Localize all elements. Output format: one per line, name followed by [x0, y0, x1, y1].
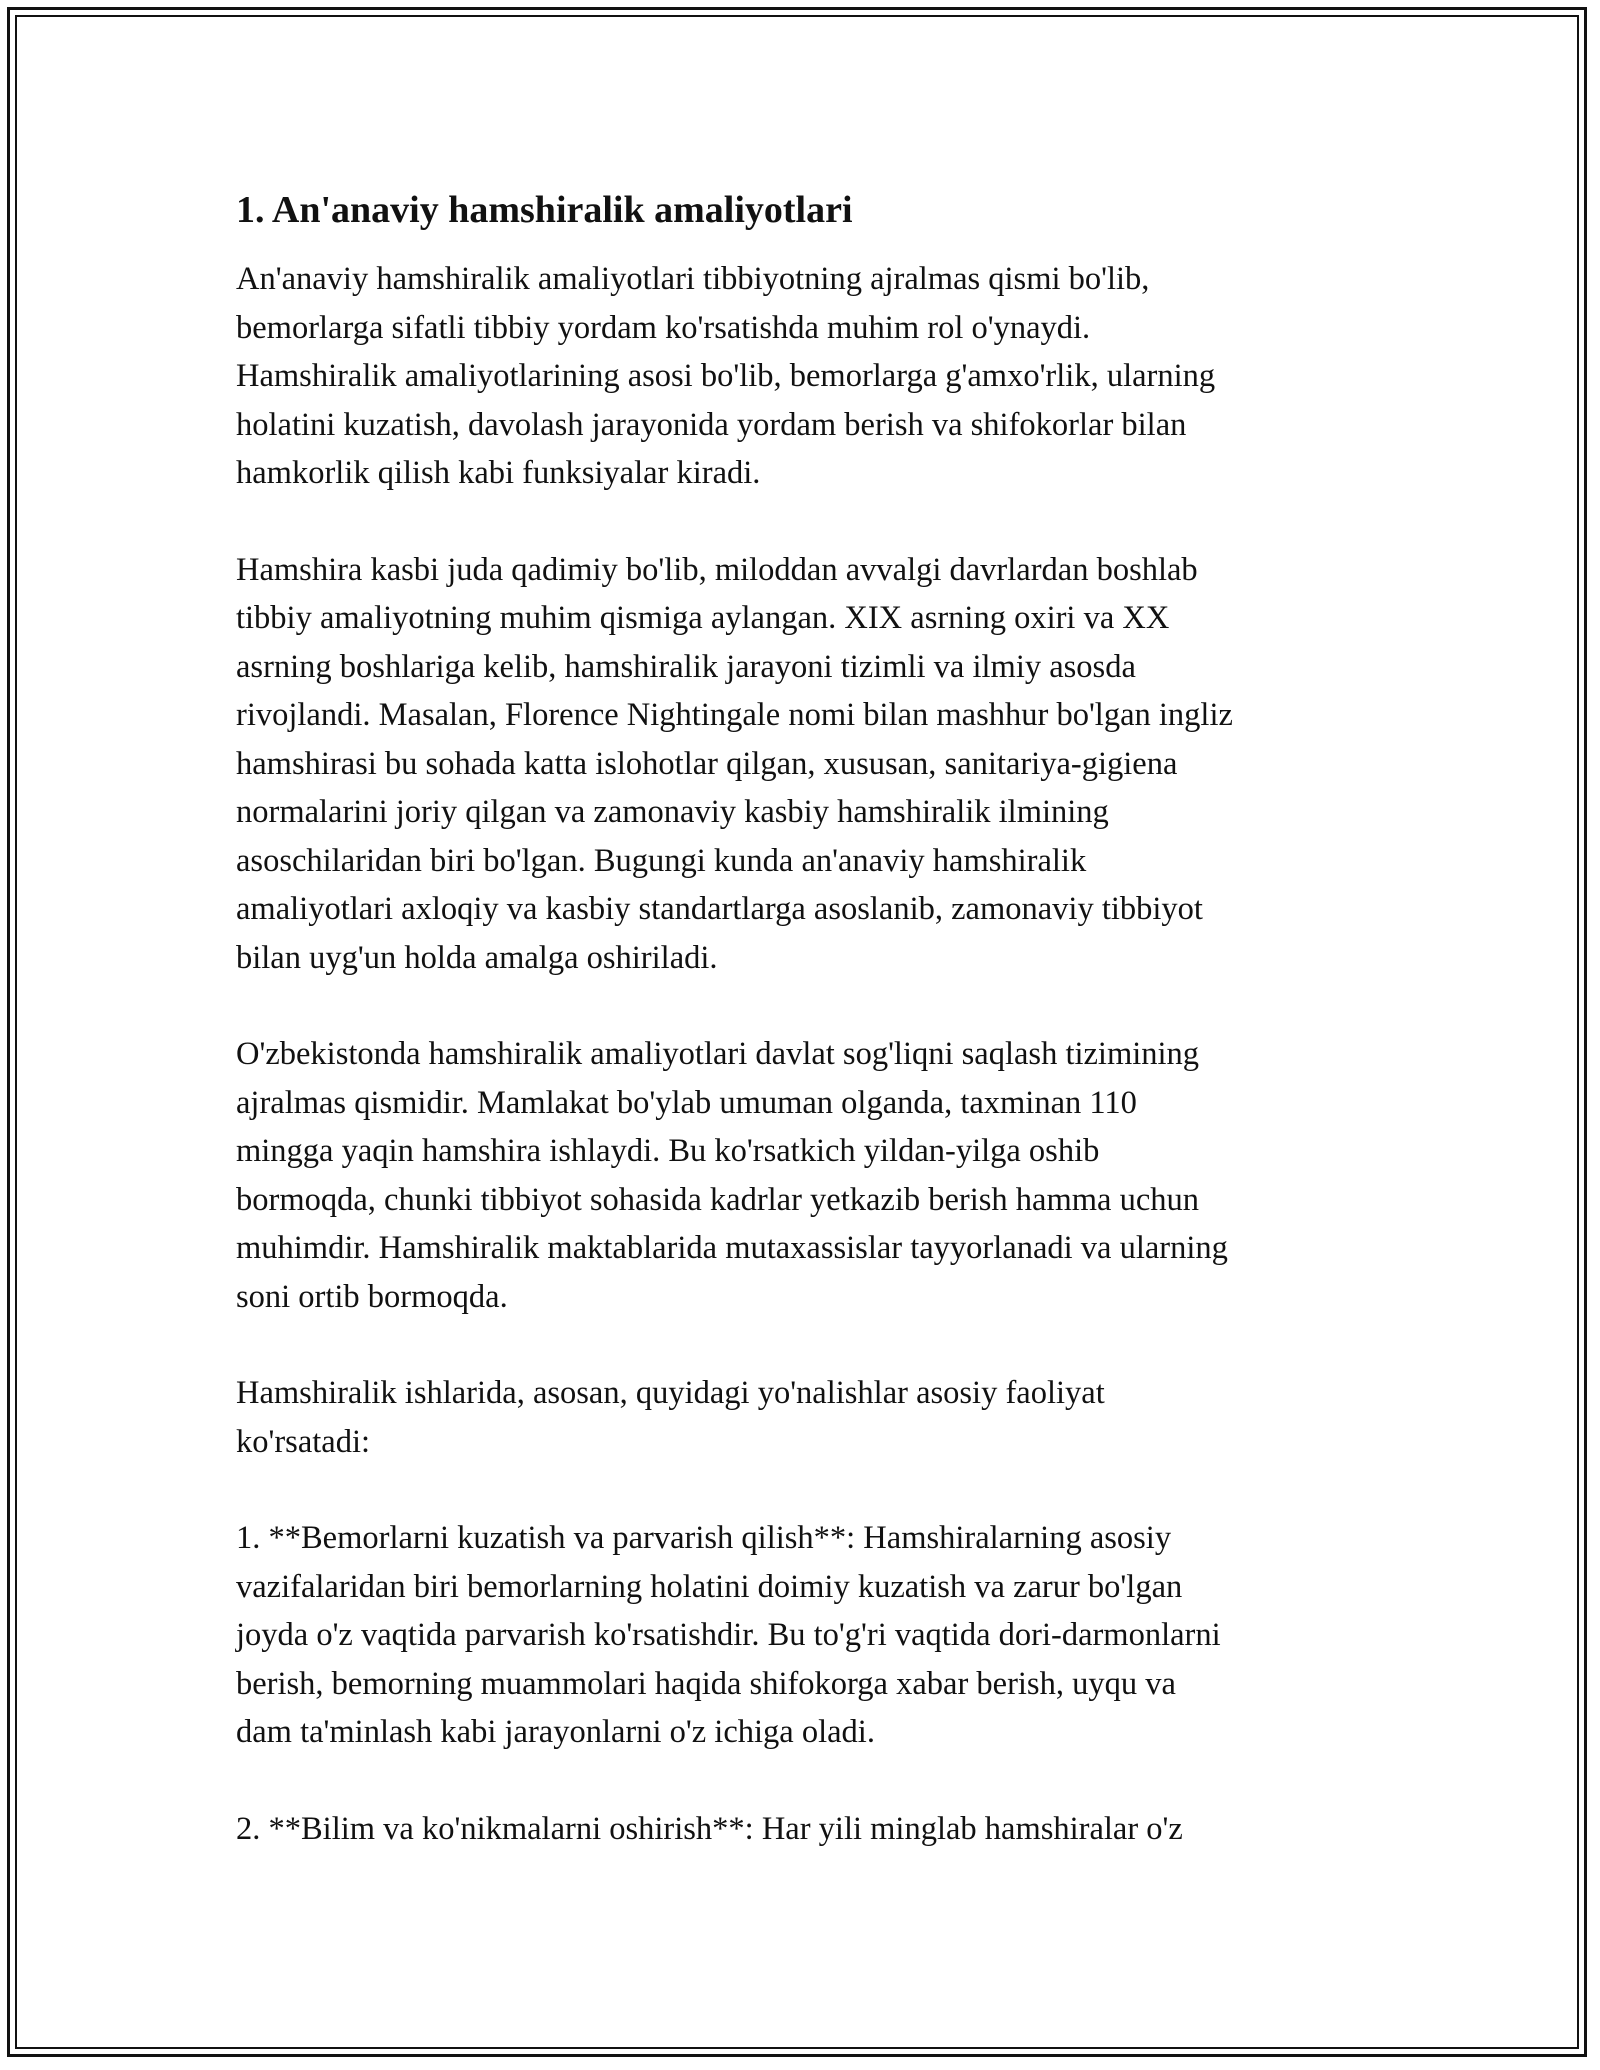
list-item-2: [236, 1805, 1376, 1854]
text-line: O'zbekistonda hamshiralik amaliyotlari davlat sog'liqni saqlash tizimining: [236, 1036, 1200, 1072]
section-heading: 1. An'anaviy hamshiralik amaliyotlari: [236, 189, 853, 231]
text-line: An'anaviy hamshiralik amaliyotlari tibbiyotning ajralmas qismi bo'lib,: [236, 261, 1150, 297]
text-line: joyda o'z vaqtida parvarish ko'rsatishdir. Bu to'g'ri vaqtida dori-darmonlarni: [236, 1617, 1221, 1653]
text-line: asrning boshlariga kelib, hamshiralik jarayoni tizimli va ilmiy asosda: [236, 648, 1136, 685]
text-line: bilan uyg'un holda amalga oshiriladi.: [236, 939, 718, 976]
text-line: soni ortib bormoqda.: [236, 1278, 508, 1315]
text-line: tibbiy amaliyotning muhim qismiga aylangan. XIX asrning oxiri va XX: [236, 600, 1170, 636]
text-line: amaliyotlari axloqiy va kasbiy standartlarga asoslanib, zamonaviy tibbiyot: [236, 891, 1203, 927]
paragraph-directions: [236, 1369, 1376, 1466]
paragraph-intro: [236, 255, 1376, 498]
text-line: ajralmas qismidir. Mamlakat bo'ylab umuman olganda, taxminan 110: [236, 1084, 1137, 1121]
text-line: vazifalaridan biri bemorlarning holatini doimiy kuzatish va zarur bo'lgan: [236, 1568, 1183, 1605]
text-line: rivojlandi. Masalan, Florence Nightingale nomi bilan mashhur bo'lgan ingliz: [236, 697, 1233, 733]
text-line: bormoqda, chunki tibbiyot sohasida kadrlar yetkazib berish hamma uchun: [236, 1181, 1200, 1218]
text-line: hamshirasi bu sohada katta islohotlar qilgan, xususan, sanitariya-gigiena: [236, 745, 1178, 782]
paragraph-history: [236, 546, 1376, 983]
text-line: bemorlarga sifatli tibbiy yordam ko'rsatishda muhim rol o'ynaydi.: [236, 309, 1091, 346]
text-line: Hamshiralik ishlarida, asosan, quyidagi yo'nalishlar asosiy faoliyat: [236, 1375, 1105, 1411]
text-line: Hamshira kasbi juda qadimiy bo'lib, miloddan avvalgi davrlardan boshlab: [236, 551, 1198, 588]
text-line: Hamshiralik amaliyotlarining asosi bo'lib, bemorlarga g'amxo'rlik, ularning: [236, 358, 1216, 394]
text-line: dam ta'minlash kabi jarayonlarni o'z ichiga oladi.: [236, 1714, 875, 1750]
text-line: holatini kuzatish, davolash jarayonida yordam berish va shifokorlar bilan: [236, 406, 1187, 443]
text-line: normalarini joriy qilgan va zamonaviy kasbiy hamshiralik ilmining: [236, 794, 1109, 830]
text-line: hamkorlik qilish kabi funksiyalar kiradi.: [236, 455, 761, 491]
list-item-1: [236, 1514, 1376, 1757]
text-line: muhimdir. Hamshiralik maktablarida mutaxassislar tayyorlanadi va ularning: [236, 1230, 1228, 1266]
paragraph-uzbekistan: [236, 1030, 1376, 1321]
text-line: 1. **Bemorlarni kuzatish va parvarish qilish**: Hamshiralarning asosiy: [236, 1520, 1172, 1556]
text-line: asoschilaridan biri bo'lgan. Bugungi kunda an'anaviy hamshiralik: [236, 842, 1087, 879]
document-body: [236, 185, 1376, 1901]
text-line: ko'rsatadi:: [236, 1423, 371, 1460]
text-line: mingga yaqin hamshira ishlaydi. Bu ko'rsatkich yildan-yilga oshib: [236, 1133, 1100, 1169]
text-line: 2. **Bilim va ko'nikmalarni oshirish**: Har yili minglab hamshiralar o'z: [236, 1810, 1183, 1847]
text-line: berish, bemorning muammolari haqida shifokorga xabar berish, uyqu va: [236, 1665, 1176, 1702]
